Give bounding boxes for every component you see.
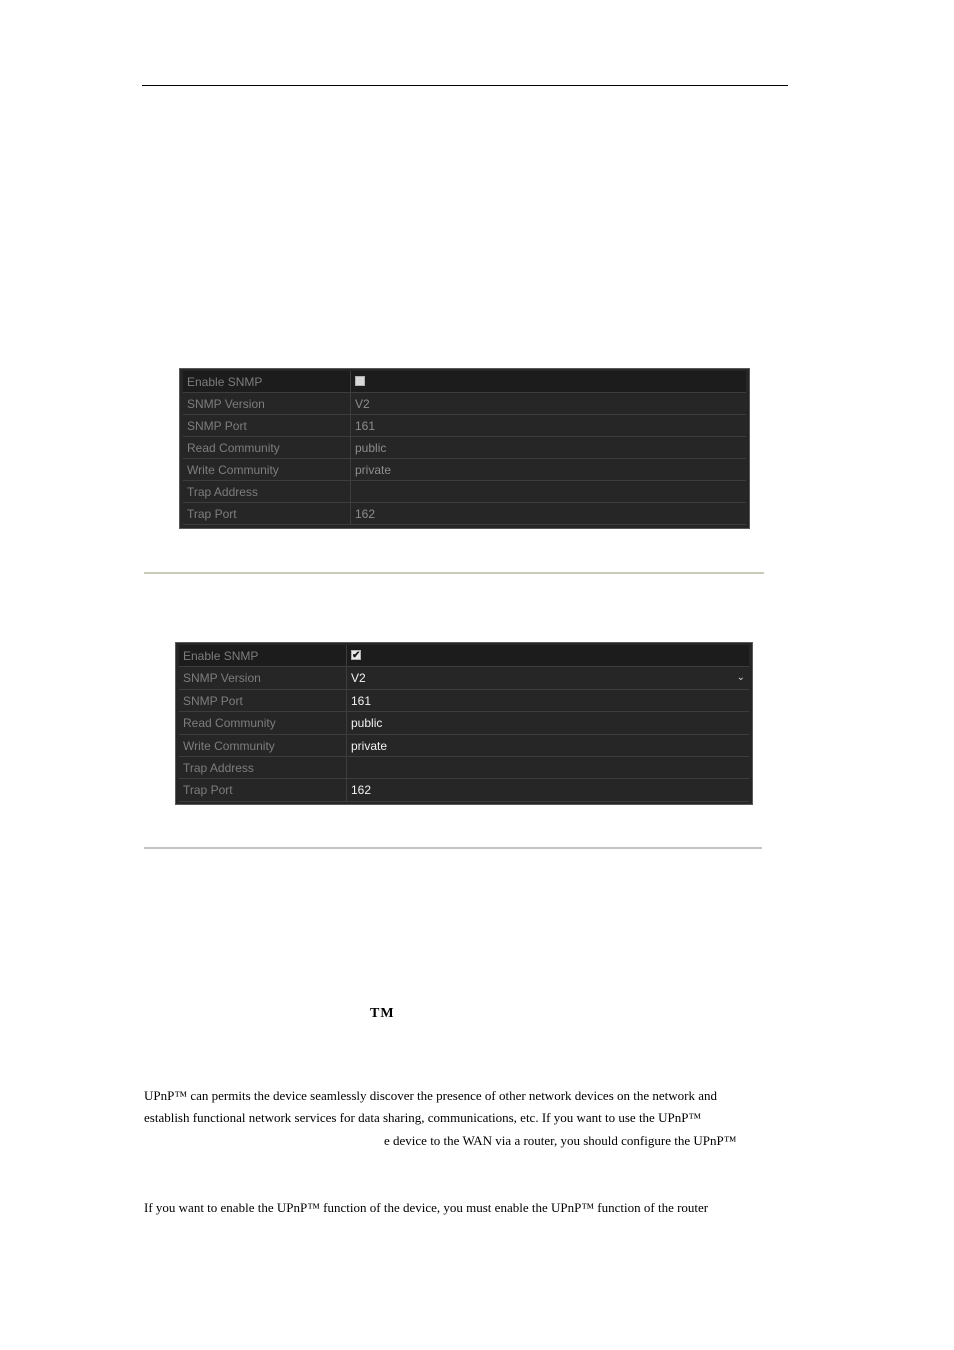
- trap-port-input[interactable]: 162: [351, 783, 372, 798]
- upnp-paragraph-line-3: e device to the WAN via a router, you should configure the UPnP™: [384, 1133, 737, 1148]
- enable-snmp-value: [351, 371, 746, 392]
- snmp-port-label: SNMP Port: [179, 690, 347, 711]
- snmp-settings-panel-disabled: [179, 368, 750, 529]
- trap-address-input[interactable]: [347, 757, 749, 778]
- write-community-label: Write Community: [183, 459, 351, 480]
- figure-separator: [144, 847, 762, 849]
- snmp-port-label: SNMP Port: [183, 415, 351, 436]
- row-snmp-version: [183, 393, 746, 415]
- row-trap-port: [179, 779, 749, 801]
- snmp-version-value: V2: [355, 397, 370, 411]
- trap-address-label: Trap Address: [183, 481, 351, 502]
- upnp-paragraph-line-1: UPnP™ can permits the device seamlessly discover the presence of other network devices on the network and: [144, 1088, 718, 1103]
- snmp-port-value: 161: [355, 419, 376, 433]
- upnp-paragraph-line-2: establish functional network services for data sharing, communications, etc. If you want to use the UPnP™: [144, 1110, 702, 1125]
- row-write-community: [179, 735, 749, 757]
- chevron-down-icon[interactable]: ⌄: [736, 672, 745, 684]
- row-trap-address: [183, 481, 746, 503]
- enable-snmp-label: Enable SNMP: [179, 645, 347, 666]
- section-heading-tm: TM: [370, 1006, 395, 1021]
- snmp-version-label: SNMP Version: [179, 667, 347, 688]
- row-read-community: [183, 437, 746, 459]
- row-snmp-port: [179, 690, 749, 712]
- row-read-community: [179, 712, 749, 734]
- trap-port-label: Trap Port: [183, 503, 351, 524]
- read-community-value: public: [355, 441, 387, 455]
- row-snmp-version: [179, 667, 749, 689]
- write-community-value: private: [355, 463, 392, 477]
- row-trap-address: [179, 757, 749, 779]
- trap-address-label: Trap Address: [179, 757, 347, 778]
- read-community-label: Read Community: [179, 712, 347, 733]
- read-community-input[interactable]: public: [351, 716, 383, 731]
- figure-separator: [144, 572, 764, 574]
- row-snmp-port: [183, 415, 746, 437]
- enable-snmp-checkbox-checked[interactable]: ✔: [352, 650, 361, 662]
- write-community-input[interactable]: private: [351, 738, 388, 753]
- row-enable-snmp: [179, 645, 749, 667]
- read-community-label: Read Community: [183, 437, 351, 458]
- row-write-community: [183, 459, 746, 481]
- page-header-rule: [142, 85, 788, 86]
- row-trap-port: [183, 503, 746, 525]
- snmp-port-input[interactable]: 161: [351, 693, 372, 708]
- enable-snmp-checkbox[interactable]: [355, 376, 365, 386]
- trap-address-value: [351, 481, 746, 502]
- upnp-router-paragraph: If you want to enable the UPnP™ function of the device, you must enable the UPnP™ function of the router: [144, 1200, 709, 1215]
- trap-port-label: Trap Port: [179, 779, 347, 800]
- row-enable-snmp: [183, 371, 746, 393]
- snmp-version-dropdown[interactable]: [347, 667, 749, 688]
- snmp-version-label: SNMP Version: [183, 393, 351, 414]
- trap-port-value: 162: [355, 507, 376, 521]
- write-community-label: Write Community: [179, 735, 347, 756]
- enable-snmp-value: [347, 645, 749, 666]
- enable-snmp-label: Enable SNMP: [183, 371, 351, 392]
- snmp-settings-panel-enabled: [175, 642, 753, 805]
- snmp-version-selected: V2: [351, 671, 366, 686]
